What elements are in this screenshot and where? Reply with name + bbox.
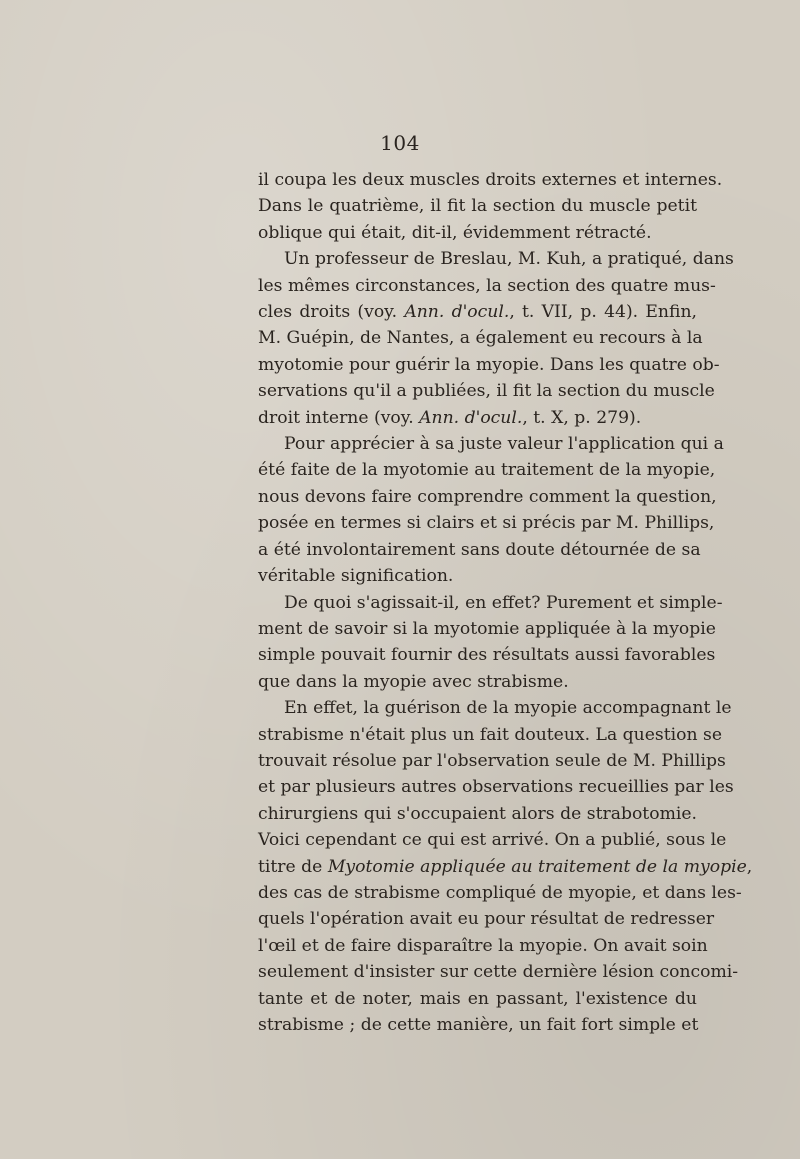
text-line: Voici cependant ce qui est arrivé. On a publié, sous le bbox=[258, 830, 727, 851]
text-line: chirurgiens qui s'occupaient alors de strabotomie. bbox=[258, 803, 697, 824]
text-line: il coupa les deux muscles droits externes et internes. bbox=[258, 170, 723, 190]
text-line: Un professeur de Breslau, M. Kuh, a pratiqué, dans bbox=[284, 249, 734, 270]
text-line: ment de savoir si la myotomie appliquée à la myopie bbox=[258, 618, 716, 639]
text-line: strabisme n'était plus un fait douteux. La question se bbox=[258, 724, 723, 745]
text-line: véritable signification. bbox=[258, 566, 454, 587]
text-line: strabisme ; de cette manière, un fait fort simple et bbox=[258, 1015, 699, 1035]
text-segment: , t. VII, p. 44). Enfin, bbox=[509, 302, 697, 323]
text-line: myotomie pour guérir la myopie. Dans les quatre ob- bbox=[258, 354, 720, 375]
text-line: De quoi s'agissait-il, en effet? Purement et simple- bbox=[284, 592, 723, 613]
text-line: les mêmes circonstances, la section des quatre mus- bbox=[258, 275, 716, 296]
italic-text: Ann. d'ocul. bbox=[419, 407, 523, 428]
text-line bbox=[258, 405, 697, 431]
text-line: posée en termes si clairs et si précis par M. Phillips, bbox=[258, 513, 715, 534]
text-line: M. Guépin, de Nantes, a également eu recours à la bbox=[258, 328, 703, 349]
text-line: trouvait résolue par l'observation seule de M. Phillips bbox=[258, 750, 726, 771]
text-segment: cles droits (voy. bbox=[258, 302, 405, 323]
text-line bbox=[258, 299, 697, 325]
text-line: et par plusieurs autres observations recueillies par les bbox=[258, 777, 734, 798]
text-segment: droit interne (voy. bbox=[258, 407, 420, 428]
text-segment: , bbox=[746, 856, 753, 877]
text-line: nous devons faire comprendre comment la question, bbox=[258, 486, 717, 507]
text-line: quels l'opération avait eu pour résultat de redresser bbox=[258, 909, 715, 930]
text-line: a été involontairement sans doute détournée de sa bbox=[258, 539, 701, 560]
text-line bbox=[258, 854, 753, 880]
italic-text: Myotomie appliquée au traitement de la myopie bbox=[327, 856, 747, 877]
page-number: 104 bbox=[380, 131, 420, 155]
text-segment: titre de bbox=[258, 856, 328, 877]
text-line: été faite de la myotomie au traitement de la myopie, bbox=[258, 460, 716, 481]
text-line: que dans la myopie avec strabisme. bbox=[258, 671, 569, 692]
text-line: tante et de noter, mais en passant, l'existence du bbox=[258, 988, 697, 1009]
text-line: Pour apprécier à sa juste valeur l'application qui a bbox=[284, 434, 724, 455]
text-line: des cas de strabisme compliqué de myopie, et dans les- bbox=[258, 882, 742, 903]
text-line: simple pouvait fournir des résultats aussi favorables bbox=[258, 645, 716, 666]
text-segment: , t. X, p. 279). bbox=[522, 407, 642, 428]
body-text bbox=[258, 167, 753, 1038]
text-line: En effet, la guérison de la myopie accompagnant le bbox=[284, 698, 732, 719]
italic-text: Ann. d'ocul. bbox=[404, 302, 510, 323]
text-line: oblique qui était, dit-il, évidemment rétracté. bbox=[258, 222, 652, 243]
text-line: servations qu'il a publiées, il fit la section du muscle bbox=[258, 381, 715, 402]
text-line: l'œil et de faire disparaître la myopie. On avait soin bbox=[258, 935, 708, 956]
text-line: Dans le quatrième, il fit la section du muscle petit bbox=[258, 196, 697, 217]
text-line: seulement d'insister sur cette dernière lésion concomi- bbox=[258, 962, 739, 983]
